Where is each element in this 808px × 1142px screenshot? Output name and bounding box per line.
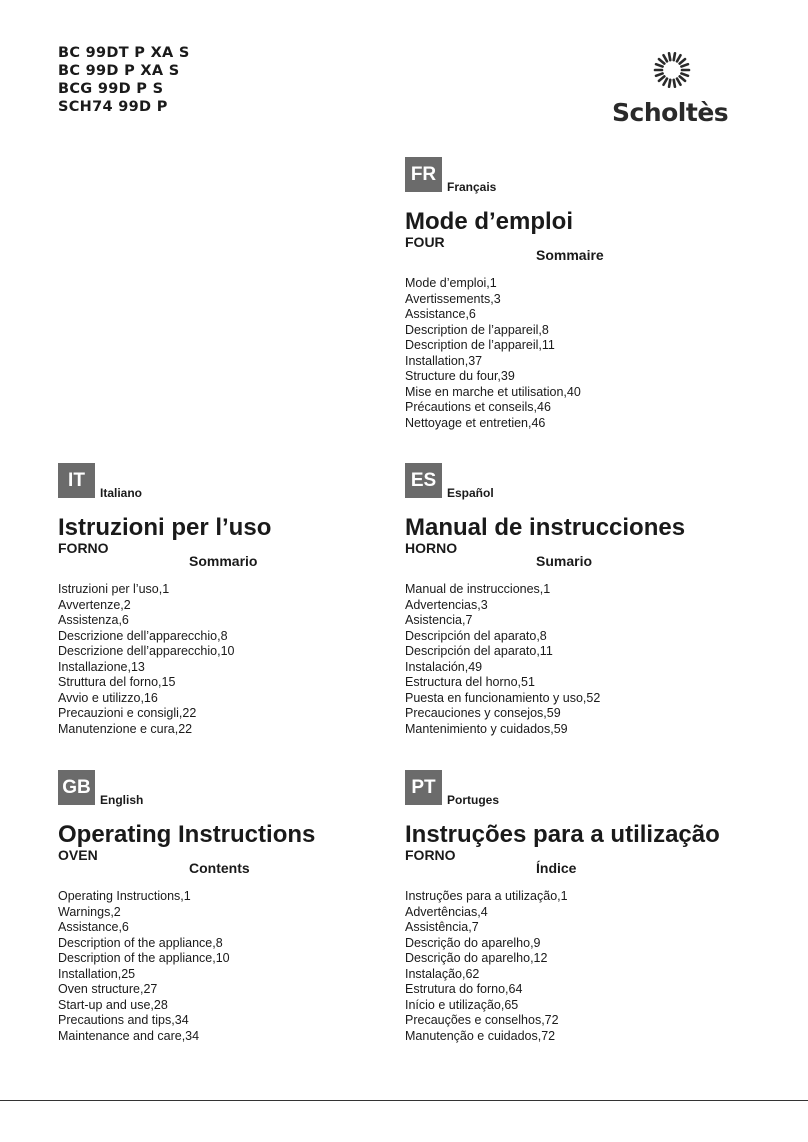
sun-ray — [680, 59, 685, 64]
toc-list — [58, 582, 418, 737]
toc-item: Installazione,13 — [58, 659, 145, 674]
toc-list — [58, 889, 418, 1044]
product-type: FORNO — [58, 540, 109, 556]
language-name: Portuges — [447, 793, 500, 807]
toc-item: Maintenance and care,34 — [58, 1028, 200, 1043]
language-name: Español — [447, 486, 494, 500]
sun-ray — [659, 76, 664, 81]
sun-ray — [669, 53, 670, 60]
toc-item: Assistenza,6 — [58, 613, 129, 627]
toc-heading: Sommario — [189, 553, 258, 569]
toc-item: Descripción del aparato,11 — [405, 644, 553, 658]
toc-item: Precauções e conselhos,72 — [405, 1013, 559, 1027]
toc-item: Warnings,2 — [58, 904, 121, 919]
sun-ray — [681, 64, 688, 66]
model-name: BCG 99D P S — [58, 81, 164, 97]
toc-list — [405, 889, 765, 1044]
toc-item: Descrição do aparelho,9 — [405, 935, 541, 950]
sun-ray — [659, 59, 664, 64]
toc-item: Struttura del forno,15 — [58, 675, 176, 689]
toc-item: Installation,37 — [405, 353, 483, 368]
toc-item: Description de l’appareil,11 — [405, 338, 555, 352]
sun-ray — [677, 79, 681, 85]
section-spanish — [405, 463, 765, 737]
toc-item: Précautions et conseils,46 — [405, 400, 551, 414]
section-french — [405, 157, 765, 431]
manual-title: Istruzioni per l’uso — [58, 514, 272, 541]
toc-item: Description of the appliance,8 — [58, 935, 223, 950]
toc-item: Descrizione dell’apparecchio,10 — [58, 644, 235, 658]
toc-item: Nettoyage et entretien,46 — [405, 415, 546, 430]
toc-item: Avertissements,3 — [405, 291, 501, 306]
sun-ray — [677, 55, 681, 61]
sun-ray — [674, 80, 675, 87]
toc-item: Advertências,4 — [405, 904, 488, 919]
sun-ray — [680, 76, 685, 81]
toc-item: Asistencia,7 — [405, 613, 473, 627]
footer-divider — [0, 1100, 808, 1101]
language-code-badge: ES — [405, 463, 442, 498]
toc-item: Start-up and use,28 — [58, 997, 168, 1012]
sun-ray — [674, 53, 675, 60]
toc-item: Description de l’appareil,8 — [405, 322, 549, 337]
product-type: OVEN — [58, 847, 98, 863]
toc-heading: Contents — [189, 860, 250, 876]
language-code-badge: PT — [405, 770, 442, 805]
language-code-badge: FR — [405, 157, 442, 192]
language-name: Italiano — [100, 486, 143, 500]
section-portuguese — [405, 770, 765, 1044]
language-code-badge: GB — [58, 770, 95, 805]
toc-item: Mantenimiento y cuidados,59 — [405, 721, 568, 736]
toc-item: Início e utilização,65 — [405, 997, 519, 1012]
manual-title: Manual de instrucciones — [405, 514, 686, 541]
model-list — [58, 44, 190, 116]
toc-item: Description of the appliance,10 — [58, 951, 230, 965]
toc-item: Descrição do aparelho,12 — [405, 951, 548, 965]
product-type: FOUR — [405, 234, 445, 250]
sun-ray — [669, 80, 670, 87]
toc-item: Manutenzione e cura,22 — [58, 721, 193, 736]
sun-ray — [664, 79, 668, 85]
brand-logo — [612, 50, 742, 130]
toc-item: Instruções para a utilização,1 — [405, 889, 568, 903]
toc-item: Istruzioni per l’uso,1 — [58, 582, 170, 596]
toc-item: Assistance,6 — [405, 307, 476, 321]
sun-ray — [664, 55, 668, 61]
language-name: Français — [447, 180, 497, 194]
toc-item: Avvio e utilizzo,16 — [58, 690, 158, 705]
toc-item: Mode d’emploi,1 — [405, 276, 497, 290]
model-name: BC 99DT P XA S — [58, 45, 190, 61]
toc-item: Operating Instructions,1 — [58, 889, 191, 903]
model-name: BC 99D P XA S — [58, 63, 180, 79]
toc-heading: Sommaire — [536, 247, 604, 263]
brand-name: Scholtès — [612, 98, 729, 127]
section-english — [58, 770, 418, 1044]
manual-title: Mode d’emploi — [405, 208, 573, 235]
toc-item: Manual de instrucciones,1 — [405, 582, 551, 596]
section-italian — [58, 463, 418, 737]
toc-heading: Índice — [536, 860, 577, 876]
toc-item: Estructura del horno,51 — [405, 675, 535, 689]
product-type: FORNO — [405, 847, 456, 863]
toc-item: Manutenção e cuidados,72 — [405, 1028, 556, 1043]
toc-item: Oven structure,27 — [58, 982, 158, 996]
toc-list — [405, 582, 765, 737]
sun-rays-icon — [652, 50, 692, 90]
toc-item: Advertencias,3 — [405, 597, 488, 612]
toc-item: Installation,25 — [58, 966, 136, 981]
toc-item: Assistência,7 — [405, 920, 479, 934]
toc-item: Instalación,49 — [405, 659, 483, 674]
toc-heading: Sumario — [536, 553, 593, 569]
toc-item: Instalação,62 — [405, 966, 480, 981]
toc-item: Estrutura do forno,64 — [405, 982, 523, 996]
language-name: English — [100, 793, 144, 807]
language-code-badge: IT — [58, 463, 95, 498]
manual-title: Operating Instructions — [58, 821, 316, 848]
toc-item: Descrizione dell’apparecchio,8 — [58, 628, 228, 643]
toc-item: Precautions and tips,34 — [58, 1013, 189, 1027]
model-name: SCH74 99D P — [58, 99, 168, 115]
sun-ray — [681, 73, 688, 75]
toc-item: Assistance,6 — [58, 920, 129, 934]
toc-item: Precauciones y consejos,59 — [405, 706, 561, 720]
toc-item: Descripción del aparato,8 — [405, 628, 547, 643]
toc-list — [405, 276, 765, 431]
toc-item: Avvertenze,2 — [58, 597, 131, 612]
toc-item: Puesta en funcionamiento y uso,52 — [405, 690, 601, 705]
sun-ray — [656, 73, 663, 75]
product-type: HORNO — [405, 540, 458, 556]
toc-item: Precauzioni e consigli,22 — [58, 706, 197, 720]
manual-title: Instruções para a utilização — [405, 821, 720, 848]
sun-ray — [656, 64, 663, 66]
toc-item: Mise en marche et utilisation,40 — [405, 384, 581, 399]
toc-item: Structure du four,39 — [405, 369, 515, 383]
